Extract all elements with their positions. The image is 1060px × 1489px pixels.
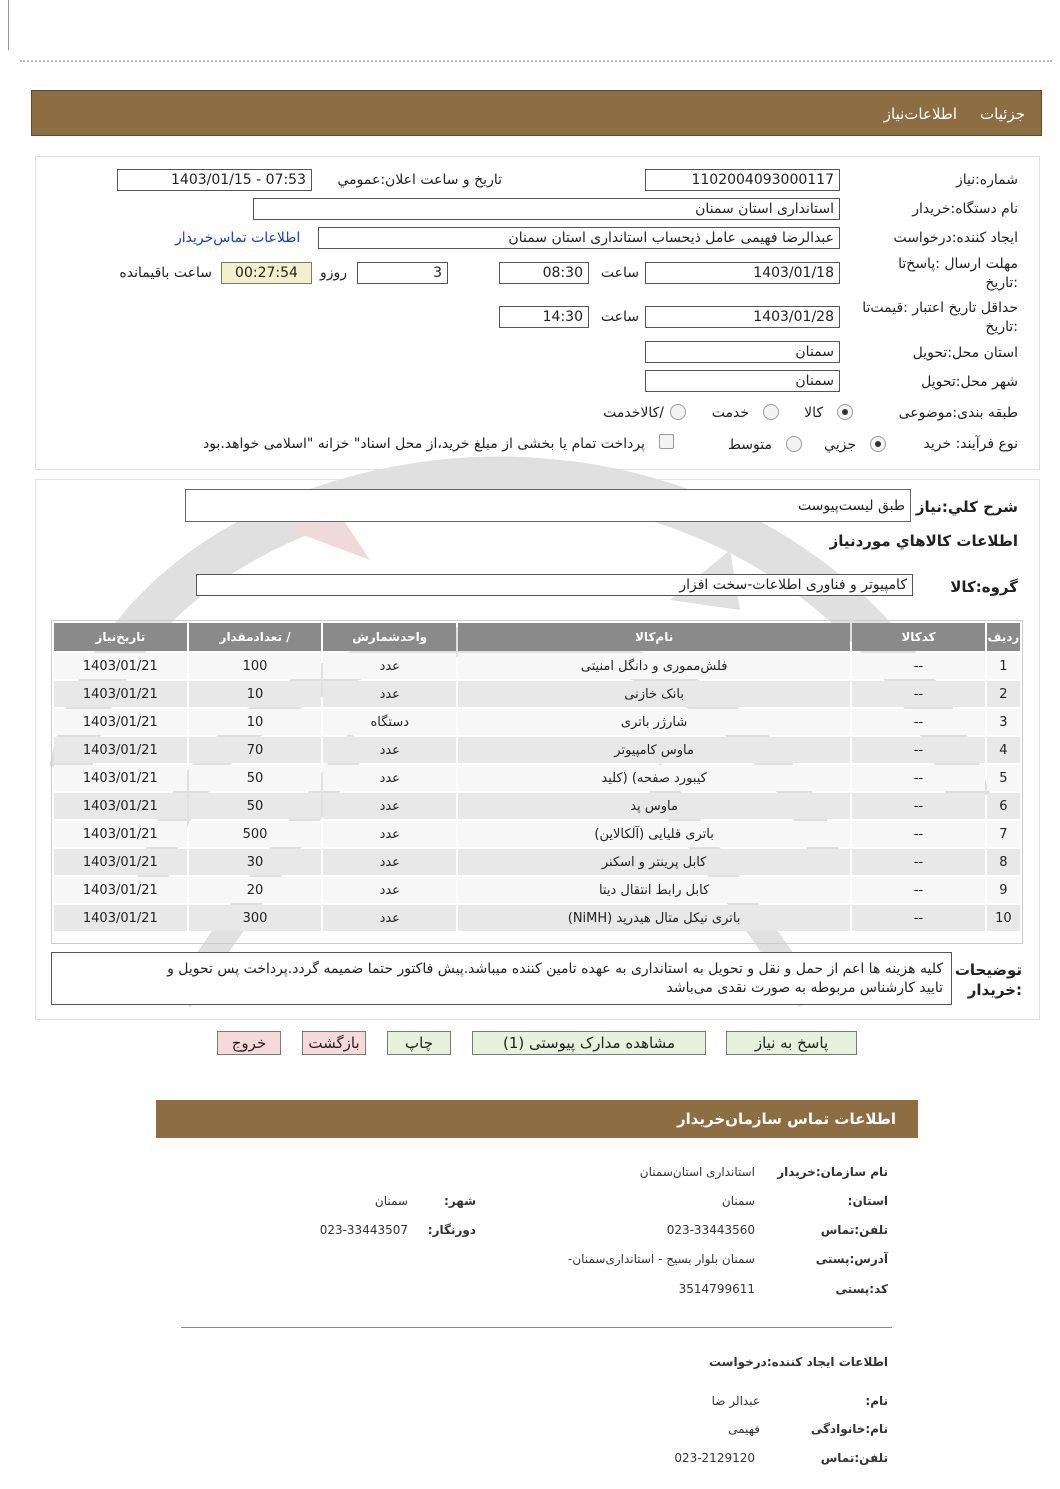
creator-family-value: فهیمی [728,1422,760,1436]
contact-address-value: -سمنان بلوار بسیج - استانداری‌سمنان [568,1252,755,1266]
deadline-label: مهلت ارسال :پاسخ‌تا [898,256,1018,272]
cell-row-number: 6 [987,793,1020,819]
contact-fax-label: :دورنگار [427,1223,476,1237]
category-option-goods-service: /کالاخدمت [603,405,664,421]
col-header-qty: / تعدادمقدار [189,623,322,651]
cell-item-code: -- [852,877,985,903]
cell-need-date: 1403/01/21 [54,849,187,875]
cell-need-date: 1403/01/21 [54,877,187,903]
city-label: شهر محل:تحویل [921,374,1018,390]
cell-quantity: 10 [189,681,322,707]
contact-org-value: استانداری استان‌سمنان [639,1165,755,1179]
category-option-goods: کالا [804,405,823,421]
cell-item-name: شارژر باتری [458,709,850,735]
table-row [54,681,1020,707]
goods-table [52,621,1022,933]
cell-item-name: باتری قلیایی (آلکالاین) [458,821,850,847]
contact-city-label: :شهر [444,1194,476,1208]
cell-item-name: باتری نیکل متال هیدرید (NiMH) [458,905,850,931]
buyer-org-field: استانداری استان سمنان [253,198,840,220]
cell-item-code: -- [852,653,985,679]
creator-name-value: عبدالر ضا [711,1394,760,1408]
buyer-contact-title: اطلاعات تماس سازمان‌خریدار [676,1110,896,1128]
need-number-field: 1102004093000117 [645,169,840,191]
category-radio-goods[interactable] [837,404,853,420]
goods-group-label: گروه:کالا [950,578,1018,596]
left-border-line [8,0,9,50]
contact-phone-label: تلفن:تماس [820,1223,888,1237]
cell-row-number: 8 [987,849,1020,875]
buyer-org-label: نام دستگاه:خریدار [912,201,1018,217]
validity-time-label: ساعت [600,309,639,325]
cell-row-number: 4 [987,737,1020,763]
cell-need-date: 1403/01/21 [54,737,187,763]
col-header-date: تاریخ‌نیاز [54,623,187,651]
cell-item-name: بانک خازنی [458,681,850,707]
cell-unit: عدد [323,793,456,819]
cell-item-code: -- [852,905,985,931]
days-label: روزو [319,265,347,281]
contact-province-label: :استان [847,1194,888,1208]
buyer-notes-line-2: تایید کارشناس مربوطه به صورت نقدی می‌باشد [666,980,943,996]
buyer-notes-label: توضیحات [954,961,1022,979]
cell-row-number: 3 [987,709,1020,735]
remaining-time-display: 00:27:54 [221,262,312,284]
cell-item-name: کابل رابط انتقال دیتا [458,877,850,903]
cell-row-number: 2 [987,681,1020,707]
category-radio-service[interactable] [763,404,779,420]
process-radio-minor[interactable] [870,436,886,452]
cell-quantity: 10 [189,709,322,735]
announce-label: تاریخ و ساعت اعلان:عمومي [337,172,502,188]
cell-item-name: ماوس پد [458,793,850,819]
cell-item-name: فلش‌مموری و دانگل امنیتی [458,653,850,679]
cell-item-code: -- [852,737,985,763]
table-row [54,849,1020,875]
category-radio-goods-service[interactable] [670,404,686,420]
contact-phone-value: 023-33443560 [666,1223,755,1237]
province-field: سمنان [645,341,840,363]
category-option-service: خدمت [711,405,749,421]
cell-unit: عدد [323,681,456,707]
col-header-code: کدکالا [852,623,985,651]
col-header-unit: واحدشمارش [323,623,456,651]
cell-item-name: ماوس کامپیوتر [458,737,850,763]
table-row [54,793,1020,819]
validity-time-field: 14:30 [499,306,589,328]
contact-city-value: سمنان [374,1194,408,1208]
category-label: طبقه بندی:موضوعی [898,405,1018,421]
cell-item-code: -- [852,849,985,875]
cell-unit: عدد [323,877,456,903]
treasury-payment-note: پرداخت تمام یا بخشی از مبلغ خرید،از محل اسناد" خزانه "اسلامی خواهد.بود [202,436,645,452]
goods-table-frame [51,620,1023,944]
goods-group-field: کامپیوتر و فناوری اطلاعات-سخت افزار [196,574,913,596]
buyer-contact-link[interactable]: اطلاعات تماس‌خریدار [175,230,301,246]
cell-quantity: 30 [189,849,322,875]
cell-item-code: -- [852,793,985,819]
cell-item-name: کیبورد صفحه) (کلید [458,765,850,791]
days-remaining-field: 3 [357,262,448,284]
table-row [54,737,1020,763]
cell-unit: عدد [323,849,456,875]
cell-unit: عدد [323,765,456,791]
cell-need-date: 1403/01/21 [54,653,187,679]
header-tab-details[interactable]: جزئیات [980,105,1025,123]
creator-phone-value: 023-2129120 [674,1451,755,1465]
table-row [54,653,1020,679]
cell-need-date: 1403/01/21 [54,821,187,847]
goods-section-title: اطلاعات کالاهاي موردنياز [829,532,1018,550]
cell-item-code: -- [852,821,985,847]
creator-phone-label: تلفن:تماس [820,1451,888,1465]
creator-family-label: نام:خانوادگی [810,1422,888,1436]
cell-quantity: 20 [189,877,322,903]
cell-quantity: 50 [189,793,322,819]
contact-divider [181,1327,892,1328]
col-header-row: ردیف [987,623,1020,651]
cell-quantity: 300 [189,905,322,931]
header-tab-need-info[interactable]: اطلاعات‌نیاز [883,105,957,123]
cell-quantity: 500 [189,821,322,847]
creator-field: عبدالرضا فهیمی عامل ذیحساب استانداری استان سمنان [318,227,840,249]
deadline-label-date: :تاریخ [985,275,1018,291]
page-header-bar [31,90,1042,136]
buyer-notes-box [51,952,952,1005]
cell-item-name: کابل پرینتر و اسکنر [458,849,850,875]
table-row [54,709,1020,735]
cell-unit: عدد [323,821,456,847]
reply-button[interactable]: پاسخ به نیاز [726,1031,857,1055]
cell-need-date: 1403/01/21 [54,905,187,931]
print-button[interactable]: چاپ [387,1031,451,1055]
cell-item-code: -- [852,765,985,791]
cell-need-date: 1403/01/21 [54,793,187,819]
cell-need-date: 1403/01/21 [54,765,187,791]
col-header-name: نام‌کالا [458,623,850,651]
buyer-notes-line-1: کلیه هزینه ها اعم از حمل و نقل و تحویل به استانداری به عهده تامین کننده میباشد.پیش فاکتور حتما ضمیمه گردد.پرداخت پس تحویل و [167,961,943,977]
validity-label-date: :تاریخ [985,319,1018,335]
cell-row-number: 5 [987,765,1020,791]
treasury-payment-checkbox[interactable] [659,434,674,449]
back-button[interactable]: بازگشت [302,1031,366,1055]
cell-quantity: 50 [189,765,322,791]
province-label: استان محل:تحویل [912,345,1018,361]
cell-row-number: 10 [987,905,1020,931]
buyer-contact-header [156,1100,918,1138]
process-label: نوع فرآیند: خرید [923,436,1018,452]
buyer-notes-label-2: :خریدار [967,981,1022,999]
cell-item-code: -- [852,709,985,735]
deadline-time-field: 08:30 [499,262,589,284]
city-field: سمنان [645,370,840,392]
cell-row-number: 7 [987,821,1020,847]
validity-label: حداقل تاریخ اعتبار :قیمت‌تا [862,300,1018,316]
cell-unit: دستگاه [323,709,456,735]
contact-postal-label: کد:پستی [835,1282,888,1296]
announce-datetime-field: 1403/01/15 - 07:53 [117,169,312,191]
contact-province-value: سمنان [721,1194,755,1208]
cell-unit: عدد [323,905,456,931]
need-number-label: شماره:نیاز [955,172,1018,188]
creator-name-label: :نام [865,1394,888,1408]
cell-row-number: 9 [987,877,1020,903]
creator-info-title: اطلاعات ایجاد کننده:درخواست [708,1355,888,1369]
cell-need-date: 1403/01/21 [54,681,187,707]
cell-item-code: -- [852,681,985,707]
process-radio-medium[interactable] [786,436,802,452]
cell-quantity: 100 [189,653,322,679]
cell-unit: عدد [323,653,456,679]
cell-quantity: 70 [189,737,322,763]
table-row [54,821,1020,847]
table-row [54,905,1020,931]
view-attachments-button[interactable]: مشاهده مدارک پیوستی (1) [472,1031,706,1055]
validity-date-field: 1403/01/28 [645,306,840,328]
creator-label: ایجاد کننده:درخواست [893,230,1018,246]
general-desc-field: طبق لیست‌پیوست [185,489,911,522]
process-option-minor: جزیي [824,437,856,453]
exit-button[interactable]: خروج [217,1031,281,1055]
contact-address-label: آدرس:پستی [815,1252,888,1266]
contact-postal-value: 3514799611 [678,1282,755,1296]
table-row [54,877,1020,903]
table-row [54,765,1020,791]
dotted-separator [20,60,1052,62]
general-desc-label: شرح کلي:نياز [915,498,1018,516]
deadline-time-label: ساعت [600,265,639,281]
remaining-label: ساعت باقيمانده [119,265,212,281]
process-option-medium: متوسط [728,437,772,453]
deadline-date-field: 1403/01/18 [645,262,840,284]
cell-row-number: 1 [987,653,1020,679]
cell-need-date: 1403/01/21 [54,709,187,735]
goods-table-header [54,623,1020,651]
contact-fax-value: 023-33443507 [319,1223,408,1237]
contact-org-label: نام سازمان:خریدار [777,1165,888,1179]
cell-unit: عدد [323,737,456,763]
